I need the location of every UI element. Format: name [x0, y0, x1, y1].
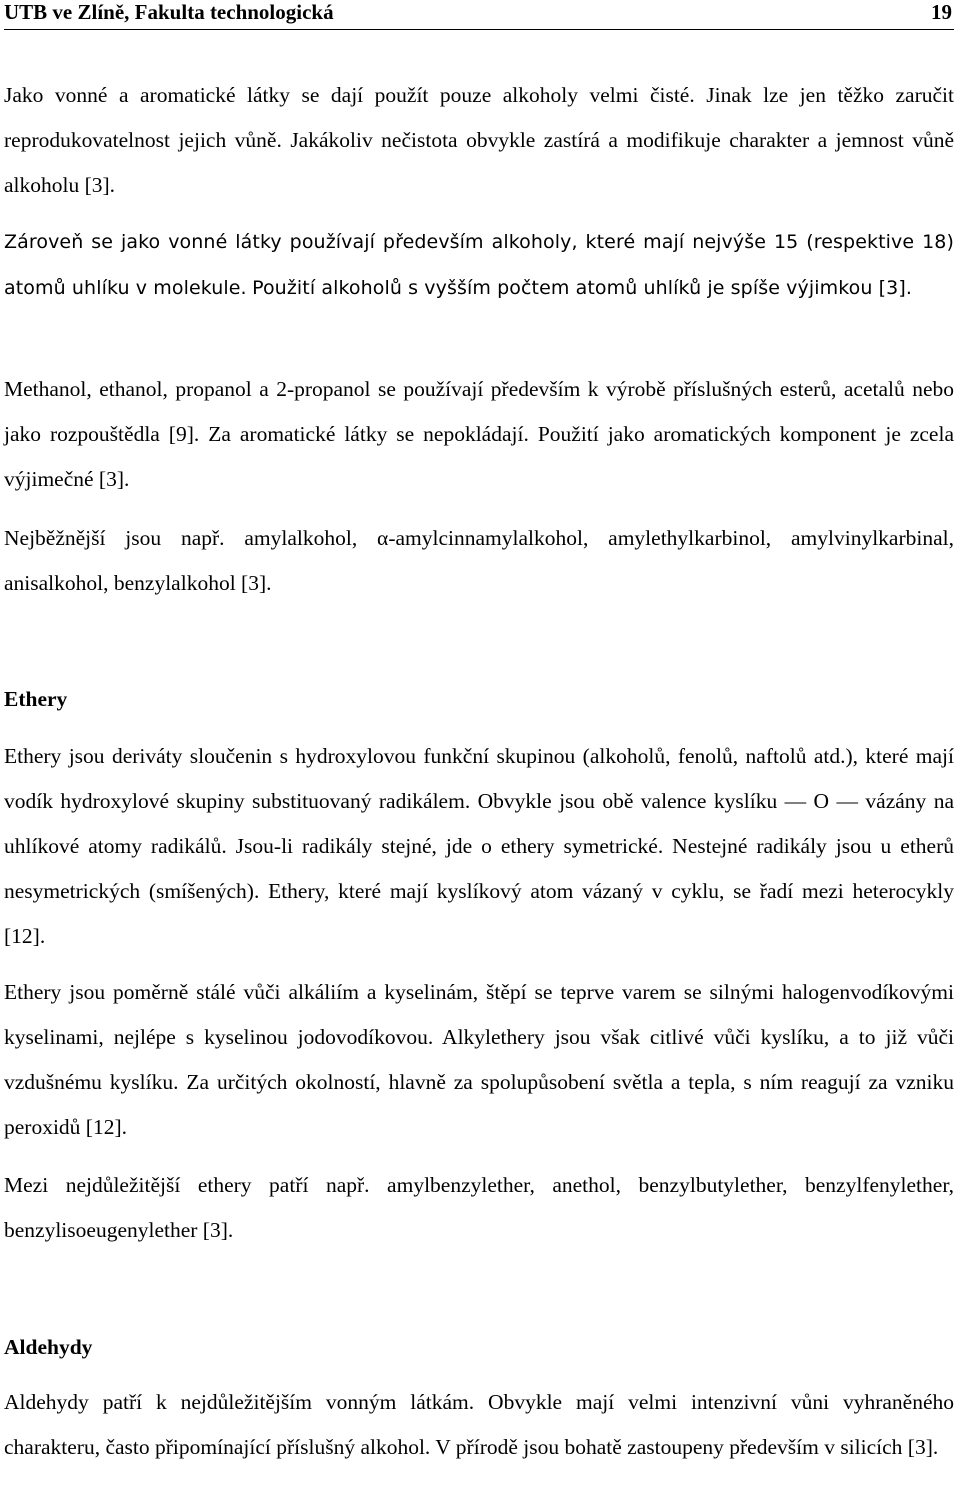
heading-aldehydy: Aldehydy — [4, 1335, 93, 1359]
alcohols-paragraph-2 — [4, 219, 954, 311]
alcohols-paragraph-3-part-a: Methanol, ethanol, propanol a 2-propanol se používají především k výrobě příslušných esterů, acetalů nebo jako rozpouštědla [9]. Za aromatické látky se nepokládají. — [4, 377, 954, 446]
ethers-paragraph-3: Mezi nejdůležitější ethery patří např. amylbenzylether, anethol, benzylbutylether, benzylfenylether, benzylisoeugenylether [3]. — [4, 1173, 954, 1242]
aldehydes-paragraph-1: Aldehydy patří k nejdůležitějším vonným látkám. Obvykle mají velmi intenzivní vůni vyhraněného charakteru, často připomínající příslušný alkohol. V přírodě jsou bohatě zastoupeny především v silicích [3]. — [4, 1390, 954, 1459]
alcohols-paragraph-1: Jako vonné a aromatické látky se dají použít pouze alkoholy velmi čisté. Jinak lze jen těžko zaručit reprodukovatelnost jejich vůně. Jakákoliv nečistota obvykle zastírá a modifikuje charakter a jemnost vůně alkoholu [3]. — [4, 83, 954, 197]
ethers-paragraph-2: Ethery jsou poměrně stálé vůči alkáliím a kyselinám, štěpí se teprve varem se silnými halogenvodíkovými kyselinami, nejlépe s kyselinou jodovodíkovou. Alkylethery jsou však citlivé vůči kyslíku, a to již vůči vzdušnému kyslíku. Za určitých okolností, hlavně za spolupůsobení světla a tepla, s ním reagují za vzniku peroxidů [12]. — [4, 980, 954, 1139]
alcohols-paragraph-2-part-b: Použití alkoholů s vyšším počtem atomů uhlíků je spíše výjimkou [3]. — [252, 277, 912, 299]
alcohols-paragraph-3-part-b: Použití jako aromatických komponent je zcela výjimečné [3]. — [4, 422, 954, 491]
alcohols-paragraph-3 — [4, 367, 954, 502]
alcohols-paragraph-2-part-a: Zároveň se jako vonné látky používají především alkoholy, které mají nejvýše 15 (respektive 18) atomů uhlíku v molekule. — [4, 231, 954, 299]
page-header — [4, 0, 954, 30]
header-title: UTB ve Zlíně, Fakulta technologická — [4, 0, 334, 24]
page-number: 19 — [931, 0, 952, 24]
alcohols-paragraph-4: Nejběžnější jsou např. amylalkohol, α-amylcinnamylalkohol, amylethylkarbinol, amylvinylkarbinal, anisalkohol, benzylalkohol [3]. — [4, 526, 954, 595]
ethers-paragraph-1: Ethery jsou deriváty sloučenin s hydroxylovou funkční skupinou (alkoholů, fenolů, naftolů atd.), které mají vodík hydroxylové skupiny substituovaný radikálem. Obvykle jsou obě valence kyslíku — O — vázány na uhlíkové atomy radikálů. Jsou-li radikály stejné, jde o ethery symetrické. Nestejné radikály jsou u etherů nesymetrických (smíšených). Ethery, které mají kyslíkový atom vázaný v cyklu, se řadí mezi heterocykly [12]. — [4, 744, 954, 948]
heading-ethery: Ethery — [4, 687, 68, 711]
